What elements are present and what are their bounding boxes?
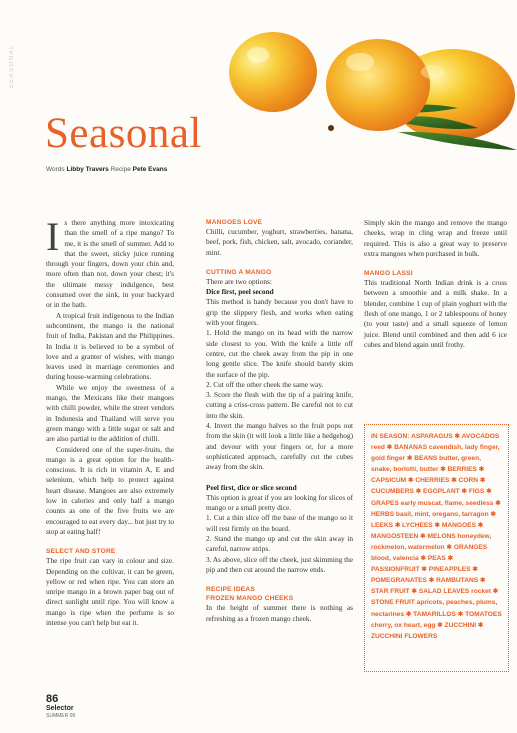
byline xyxy=(46,166,167,173)
peel-step: 3. As above, slice off the cheek, just skimming the pip and then cut around the narrow ends. xyxy=(206,554,353,574)
frozen-cheeks-text: In the height of summer there is nothing as refreshing as a frozen mango cheek. xyxy=(206,603,353,623)
intro-paragraph xyxy=(46,214,174,311)
words-label: Words xyxy=(46,166,65,173)
mango-lassi-text: This traditional North Indian drink is a cross between a smoothie and a milk shake. In a blender, combine 1 cup of plain yoghurt with the flesh of one mango, 1 or 2 tablespoons of honey (to your taste) and a small squeeze of lemon juice. Blend until combined and then add 6 ice cubes and blend again until frothy. xyxy=(364,278,507,349)
section-side-label: SEASONAL xyxy=(9,44,15,89)
body-paragraph: A tropical fruit indigenous to the Indian subcontinent, the mango is the national fruit of India, Pakistan and the Philippines. In India it is believed to be a symbol of love and a granter of wishes, with mango leaves used in marriage ceremonies and during house-warming celebrations. xyxy=(46,310,174,382)
dice-first-heading: Dice first, peel second xyxy=(206,287,274,297)
dice-step: 1. Hold the mango on its head with the narrow side closest to you. With the knife a little off centre, cut the cheek away from the pip in one long gentle slice. The knife should barely skim the surface of the pip. xyxy=(206,328,353,379)
mango-photo xyxy=(228,0,517,160)
body-paragraph: Considered one of the super-fruits, the mango is a great option for the health-conscious. It is rich in vitamin A, E and selenium, which help to protect against heart disease. Mangoes are also extremely low in calories and only half a mango counts as one of the five fruits we are encouraged to eat every day... but just try to stop at eating half! xyxy=(46,444,174,536)
page-footer xyxy=(46,694,75,719)
intro-text: s there anything more intoxicating than the smell of a ripe mango? To me, it is the smell of summer. Add to that the sweet, sticky juice running through your fingers, down your chin and, more often than not, down your chest; it's the ultimate messy indulgence, best consumed over the sink, in your backyard or in the bath. xyxy=(46,218,174,310)
mangoes-love-text: Chilli, cucumber, yoghurt, strawberries, banana, beef, pork, fish, chicken, salt, avocado, coriander, mint. xyxy=(206,227,353,257)
magazine-name: Selector xyxy=(46,705,74,712)
peel-first-heading: Peel first, dice or slice second xyxy=(206,482,297,492)
cutting-intro: There are two options: xyxy=(206,276,272,286)
page-title: Seasonal xyxy=(45,110,202,157)
peel-step: 2. Stand the mango up and cut the skin away in careful, narrow strips. xyxy=(206,534,353,554)
recipe-ideas-heading: RECIPE IDEAS xyxy=(206,586,255,594)
words-author: Libby Travers xyxy=(66,166,109,173)
mangoes-love-heading: MANGOES LOVE xyxy=(206,219,263,226)
peel-first-text: This option is great if you are looking for slices of mango or a small pretty dice. xyxy=(206,492,353,513)
select-store-text: The ripe fruit can vary in colour and size. Depending on the cultivar, it can be green, yellow or red when ripe. You can store an unripe mango in a brown paper bag out of direct sunlight until ripe. You will know a mango is ripe when the perfume is so intense you can't help but eat it. xyxy=(46,556,174,627)
dice-step: 3. Score the flesh with the tip of a pairing knife, cutting a criss-cross pattern. Be careful not to cut into the skin. xyxy=(206,390,353,420)
cutting-heading: CUTTING A MANGO xyxy=(206,268,272,276)
recipe-author: Pete Evans xyxy=(132,166,168,173)
dice-step: 2. Cut off the other cheek the same way. xyxy=(206,379,324,389)
dice-first-text: This method is handy because you don't have to grip the slippery flesh, and works when eating with your fingers. xyxy=(206,297,353,328)
body-paragraph: While we enjoy the sweetness of a mango, the Mexicans like their mangoes with chilli powder, while the street vendors in Indonesia and Thailand will serve you green mango with a little sugar or salt and are also partial to the addition of chilli. xyxy=(46,382,174,444)
article-column-1 xyxy=(46,214,174,628)
article-column-3 xyxy=(364,218,507,350)
dice-step: 4. Invert the mango halves so the fruit pops out from the skin (it will look a little like a hedgehog) and devour with your fingers or, for a more sophisticated approach, carefully cut the cubes away from the skin. xyxy=(206,421,353,472)
page-number: 86 xyxy=(46,693,59,705)
select-store-heading: SELECT AND STORE xyxy=(46,548,116,556)
mango-lassi-heading: MANGO LASSI xyxy=(364,270,413,278)
in-season-list: IN SEASON: ASPARAGUS ✱ AVOCADOS reed ✱ BANANAS cavendish, lady finger, gold finger ✱ BEANS butter, green, snake, borlotti, butter ✱ BERRIES ✱ CAPSICUM ✱ CHERRIES ✱ CORN ✱ CUCUMBERS ✱ EGGPLANT ✱ FIGS ✱ GRAPES early muscat, flame, seedless ✱ HERBS basil, mint, oregano, tarragon ✱ LEEKS ✱ LYCHEES ✱ MANGOES ✱ MANGOSTEEN ✱ MELONS honeydew, rockmelon, watermelon ✱ ORANGES blood, valencia ✱ PEAS ✱ PASSIONFRUIT ✱ PINEAPPLES ✱ POMEGRANATES ✱ RAMBUTANS ✱ STAR FRUIT ✱ SALAD LEAVES rocket ✱ STONE FRUIT apricots, peaches, plums, nectarines ✱ TAMARILLOS ✱ TOMATOES cherry, ox heart, egg ✱ ZUCCHINI ✱ ZUCCHINI FLOWERS xyxy=(371,433,502,640)
peel-step: 1. Cut a thin slice off the base of the mango so it will rest firmly on the board. xyxy=(206,513,353,533)
issue-label: SUMMER 09 xyxy=(46,713,76,719)
recipe-label: Recipe xyxy=(110,166,131,173)
frozen-cheeks-heading: FROZEN MANGO CHEEKS xyxy=(206,595,294,603)
article-column-2 xyxy=(206,218,353,624)
drop-cap: I xyxy=(46,214,60,259)
in-season-box xyxy=(364,424,509,672)
frozen-cheeks-continued: Simply skin the mango and remove the mango cheeks, wrap in cling wrap and freeze until required. This is also a great way to preserve extra mangoes when purchased in bulk. xyxy=(364,218,507,258)
